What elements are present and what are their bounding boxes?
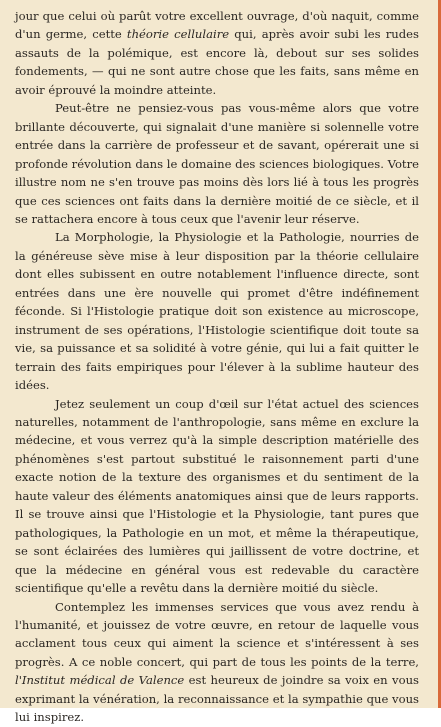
- paragraph-5-run-3: est heureux de joindre sa voix en vous exprimant la vénération, la reconnaissance et la sympathie que vous lui inspirez.: [15, 673, 419, 725]
- body-text: [15, 7, 419, 727]
- paragraph-1-run-3: qui, après avoir subi les rudes assauts de la polémique, est encore là, debout sur ses solides fondements, — qui ne sont autre chose que les faits, sans même en avoir éprouvé la moindre atteinte.: [15, 27, 419, 97]
- paragraph-5-italic-institute: l'Institut médical de Valence: [15, 673, 185, 688]
- paragraph-1-run-1: jour que celui où parût votre excellent ouvrage, d'où naquit, comme d'un germe, cette: [15, 9, 419, 42]
- paragraph-3: [15, 228, 419, 394]
- paragraph-4-run-1: Jetez seulement un coup d'œil sur l'état actuel des sciences naturelles, notamment de l'anthropologie, sans même en exclure la médecine, et vous verrez qu'à la simple description matérielle des phénomènes s'est partout substitué le raisonnement parti d'une exacte notion de la texture des organismes et du sentiment de la haute valeur des éléments anatomiques ainsi que de leurs rapports. Il se trouve ainsi que l'Histologie et la Physiologie, tant pures que pathologiques, la Pathologie en un mot, et même la thérapeutique, se sont éclairées des lumières qui jaillissent de votre doctrine, et que la médecine en général vous est redevable du caractère scientifique qu'elle a revêtu dans la dernière moitié du siècle.: [15, 396, 419, 596]
- paragraph-2-run-1: Peut-être ne pensiez-vous pas vous-même alors que votre brillante découverte, qui signalait d'une manière si solennelle votre entrée dans la carrière de professeur et de savant, opérerait une si profonde révolution dans le domaine des sciences biologiques. Votre illustre nom ne s'en trouve pas moins dès lors lié à tous les progrès que ces sciences ont faits dans la dernière moitié de ce siècle, et il se rattachera encore à tous ceux que l'avenir leur réserve.: [15, 101, 419, 226]
- paragraph-1-italic-term: théorie cellulaire: [126, 27, 230, 42]
- paragraph-1: [15, 7, 419, 99]
- paragraph-2: [15, 99, 419, 228]
- paragraph-3-run-1: La Morphologie, la Physiologie et la Pathologie, nourries de la généreuse sève mise à leur disposition par la théorie cellulaire dont elles subissent en outre notablement l'influence directe, sont entrées dans une ère nouvelle qui promet d'être indéfinement féconde. Si l'Histologie pratique doit son existence au microscope, instrument de ses opérations, l'Histologie scientifique doit toute sa vie, sa puissance et sa solidité à votre génie, qui lui a fait quitter le terrain des faits empiriques pour l'élever à la sublime hauteur des idées.: [15, 230, 419, 393]
- paragraph-5: [15, 598, 419, 727]
- paragraph-5-run-1: Contemplez les immenses services que vous avez rendu à l'humanité, et jouissez de votre œuvre, en retour de laquelle vous acclament tous ceux qui aiment la science et s'intéressent à ses progrès. A ce noble concert, qui part de tous les points de la terre,: [15, 599, 419, 669]
- paragraph-4: [15, 395, 419, 598]
